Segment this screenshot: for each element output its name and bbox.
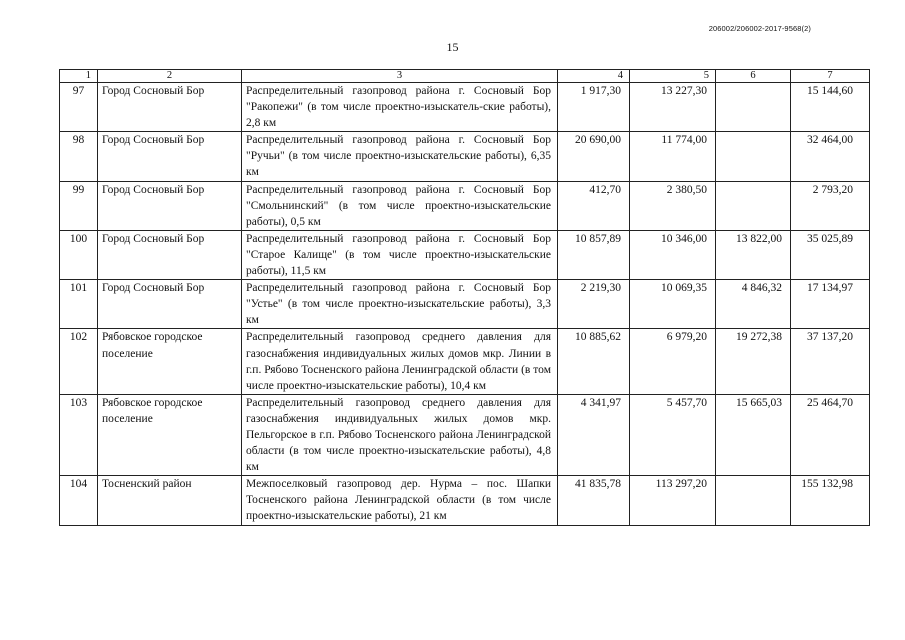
municipality-cell: Город Сосновый Бор [98, 83, 242, 132]
row-number: 101 [60, 280, 98, 329]
table-row [60, 476, 870, 525]
total-cell: 17 134,97 [791, 280, 870, 329]
municipality-cell: Рябовское городское поселение [98, 394, 242, 475]
amount-col5-cell: 6 979,20 [630, 329, 716, 394]
column-header-2: 2 [98, 70, 242, 83]
row-number: 98 [60, 132, 98, 181]
description-cell: Распределительный газопровод района г. Сосновый Бор "Смольнинский" (в том числе проектно-изыскательские работы), 0,5 км [242, 181, 558, 230]
table-row [60, 230, 870, 279]
table-row [60, 181, 870, 230]
column-header-7: 7 [791, 70, 870, 83]
column-header-6: 6 [716, 70, 791, 83]
amount-col6-cell: 15 665,03 [716, 394, 791, 475]
amount-col4-cell: 10 857,89 [558, 230, 630, 279]
total-cell: 35 025,89 [791, 230, 870, 279]
amount-col4-cell: 412,70 [558, 181, 630, 230]
column-header-5: 5 [630, 70, 716, 83]
amount-col6-cell [716, 476, 791, 525]
total-cell: 2 793,20 [791, 181, 870, 230]
municipality-cell: Рябовское городское поселение [98, 329, 242, 394]
document-id: 206002/206002-2017-9568(2) [708, 24, 811, 33]
row-number: 102 [60, 329, 98, 394]
row-number: 103 [60, 394, 98, 475]
amount-col4-cell: 41 835,78 [558, 476, 630, 525]
amount-col6-cell: 13 822,00 [716, 230, 791, 279]
row-number: 104 [60, 476, 98, 525]
column-header-1: 1 [60, 70, 98, 83]
amount-col6-cell [716, 132, 791, 181]
column-number-row [60, 70, 870, 83]
amount-col6-cell [716, 83, 791, 132]
column-header-3: 3 [242, 70, 558, 83]
amount-col5-cell: 10 069,35 [630, 280, 716, 329]
amount-col4-cell: 1 917,30 [558, 83, 630, 132]
municipality-cell: Город Сосновый Бор [98, 230, 242, 279]
description-cell: Распределительный газопровод среднего давления для газоснабжения индивидуальных жилых домов мкр. Пельгорское в г.п. Рябово Тосненского района Ленинградской области (в том числе проектно-изыскательские работы), 4,8 км [242, 394, 558, 475]
table-row [60, 83, 870, 132]
municipality-cell: Город Сосновый Бор [98, 280, 242, 329]
table-row [60, 394, 870, 475]
amount-col4-cell: 2 219,30 [558, 280, 630, 329]
amount-col5-cell: 13 227,30 [630, 83, 716, 132]
total-cell: 25 464,70 [791, 394, 870, 475]
description-cell: Распределительный газопровод района г. Сосновый Бор "Ракопежи" (в том числе проектно-изыскатель-ские работы), 2,8 км [242, 83, 558, 132]
description-cell: Распределительный газопровод района г. Сосновый Бор "Ручьи" (в том числе проектно-изыскательские работы), 6,35 км [242, 132, 558, 181]
column-header-4: 4 [558, 70, 630, 83]
amount-col6-cell: 19 272,38 [716, 329, 791, 394]
table-row [60, 280, 870, 329]
row-number: 100 [60, 230, 98, 279]
amount-col4-cell: 4 341,97 [558, 394, 630, 475]
amount-col6-cell [716, 181, 791, 230]
total-cell: 15 144,60 [791, 83, 870, 132]
amount-col5-cell: 11 774,00 [630, 132, 716, 181]
amount-col5-cell: 5 457,70 [630, 394, 716, 475]
description-cell: Межпоселковый газопровод дер. Нурма – пос. Шапки Тосненского района Ленинградской области (в том числе проектно-изыскательские работы), 21 км [242, 476, 558, 525]
row-number: 99 [60, 181, 98, 230]
total-cell: 155 132,98 [791, 476, 870, 525]
description-cell: Распределительный газопровод района г. Сосновый Бор "Старое Калище" (в том числе проектно-изыскательские работы), 11,5 км [242, 230, 558, 279]
table-row [60, 329, 870, 394]
funding-table [59, 69, 870, 526]
amount-col4-cell: 20 690,00 [558, 132, 630, 181]
description-cell: Распределительный газопровод района г. Сосновый Бор "Устье" (в том числе проектно-изыскательские работы), 3,3 км [242, 280, 558, 329]
total-cell: 32 464,00 [791, 132, 870, 181]
amount-col4-cell: 10 885,62 [558, 329, 630, 394]
description-cell: Распределительный газопровод среднего давления для газоснабжения индивидуальных жилых домов мкр. Линии в г.п. Рябово Тосненского района Ленинградской области (в том числе проектно-изыскательские работы), 10,4 км [242, 329, 558, 394]
page-number: 15 [446, 40, 459, 54]
amount-col5-cell: 2 380,50 [630, 181, 716, 230]
municipality-cell: Город Сосновый Бор [98, 132, 242, 181]
row-number: 97 [60, 83, 98, 132]
amount-col5-cell: 113 297,20 [630, 476, 716, 525]
amount-col5-cell: 10 346,00 [630, 230, 716, 279]
municipality-cell: Город Сосновый Бор [98, 181, 242, 230]
total-cell: 37 137,20 [791, 329, 870, 394]
table-row [60, 132, 870, 181]
municipality-cell: Тосненский район [98, 476, 242, 525]
amount-col6-cell: 4 846,32 [716, 280, 791, 329]
